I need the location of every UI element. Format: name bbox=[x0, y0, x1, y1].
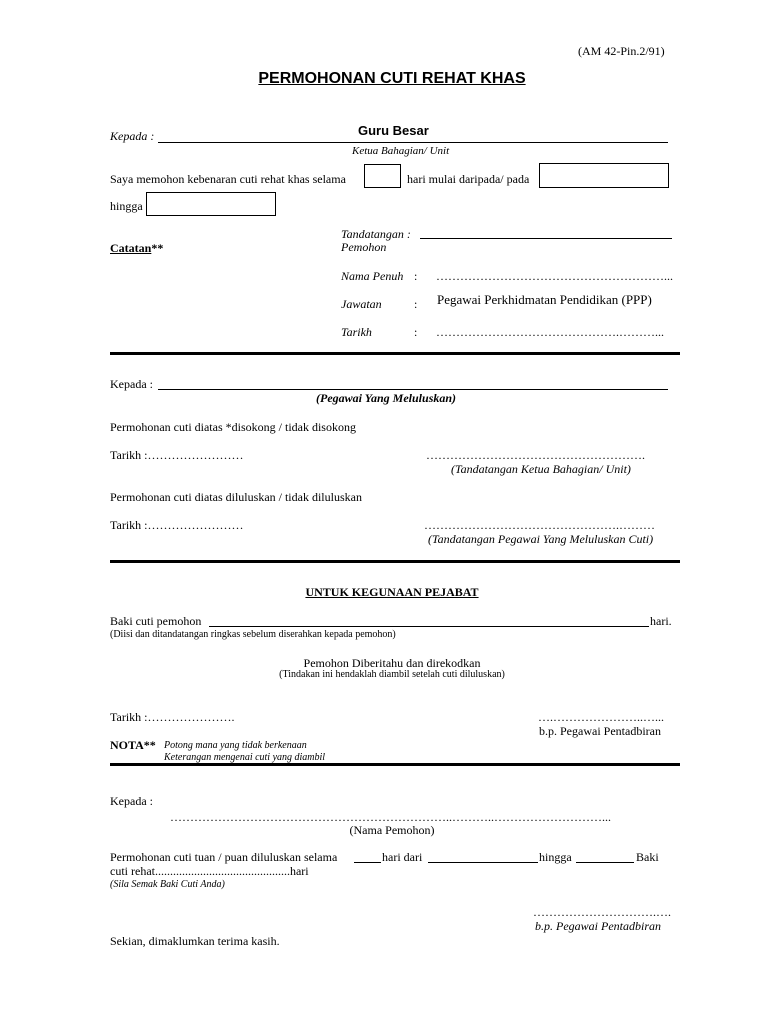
sign-pegawai-caption: (Tandatangan Pegawai Yang Meluluskan Cuti) bbox=[428, 532, 654, 546]
baki-line[interactable] bbox=[209, 626, 649, 627]
diberitahu-text: Pemohon Diberitahu dan direkodkan bbox=[303, 656, 481, 670]
tarikh-colon: : bbox=[414, 325, 418, 339]
pejabat-heading: UNTUK KEGUNAAN PEJABAT bbox=[305, 585, 479, 599]
start-date-input[interactable] bbox=[539, 163, 669, 188]
end-date-input[interactable] bbox=[146, 192, 276, 216]
sign-ketua-caption: (Tandatangan Ketua Bahagian/ Unit) bbox=[451, 462, 631, 476]
pemohon-label: Pemohon bbox=[341, 240, 387, 254]
lulus-days-line[interactable] bbox=[354, 862, 381, 863]
form-title: PERMOHONAN CUTI REHAT KHAS bbox=[258, 70, 526, 87]
kepada-caption: Ketua Bahagian/ Unit bbox=[352, 145, 450, 157]
sokong-text: Permohonan cuti diatas *disokong / tidak disokong bbox=[110, 420, 356, 434]
nama-dots[interactable]: …………………………………………………... bbox=[436, 269, 673, 283]
tandatangan-label: Tandatangan : bbox=[341, 227, 411, 241]
semak-note: (Sila Semak Baki Cuti Anda) bbox=[110, 879, 225, 890]
kepada-label-4: Kepada : bbox=[110, 794, 153, 808]
bp-pegawai-1: b.p. Pegawai Pentadbiran bbox=[539, 724, 661, 738]
nama-pemohon-caption: (Nama Pemohon) bbox=[349, 823, 435, 837]
kepada-label: Kepada : bbox=[110, 129, 155, 143]
lulus-text: Permohonan cuti diatas diluluskan / tidak diluluskan bbox=[110, 490, 362, 504]
jawatan-value[interactable]: Pegawai Perkhidmatan Pendidikan (PPP) bbox=[437, 292, 652, 307]
nama-pemohon-dots[interactable]: ……………………………………………………………..………..………………………... bbox=[170, 810, 611, 824]
sign-final-dots[interactable]: ………………………….…. bbox=[533, 905, 671, 919]
nama-label: Nama Penuh bbox=[341, 269, 404, 283]
kepada-value[interactable]: Guru Besar bbox=[358, 123, 429, 138]
catatan-label: Catatan** bbox=[110, 241, 164, 255]
lulus-line-c: hingga bbox=[539, 850, 572, 864]
sign-pejabat-dots[interactable]: ….…………………..…... bbox=[538, 710, 664, 724]
lulus-from-line[interactable] bbox=[428, 862, 538, 863]
days-input[interactable] bbox=[364, 164, 401, 188]
tarikh-label: Tarikh bbox=[341, 325, 372, 339]
nama-colon: : bbox=[414, 269, 418, 283]
cuti-rehat-line: cuti rehat.............................................hari bbox=[110, 864, 309, 878]
divider-2 bbox=[110, 560, 680, 563]
tarikh-pejabat[interactable]: Tarikh :…………………. bbox=[110, 710, 235, 724]
request-text: Saya memohon kebenaran cuti rehat khas selama bbox=[110, 172, 346, 186]
kepada-line bbox=[158, 142, 668, 143]
divider-1 bbox=[110, 352, 680, 355]
closing-text: Sekian, dimaklumkan terima kasih. bbox=[110, 934, 280, 948]
request-mid-text: hari mulai daripada/ pada bbox=[407, 172, 530, 186]
divider-3 bbox=[110, 763, 680, 766]
nota-line-1: Potong mana yang tidak berkenaan bbox=[164, 740, 307, 751]
sign-pegawai-dots[interactable]: ………………………………………….……… bbox=[424, 518, 655, 532]
lulus-line-d: Baki bbox=[636, 850, 659, 864]
form-code: (AM 42-Pin.2/91) bbox=[578, 44, 665, 58]
jawatan-label: Jawatan bbox=[341, 297, 382, 311]
baki-note: (Diisi dan ditandatangan ringkas sebelum diserahkan kepada pemohon) bbox=[110, 629, 396, 640]
tarikh-sokong[interactable]: Tarikh :…………………… bbox=[110, 448, 244, 462]
kepada-label-2: Kepada : bbox=[110, 377, 153, 391]
kepada-line-2 bbox=[158, 389, 668, 390]
bp-pegawai-2: b.p. Pegawai Pentadbiran bbox=[535, 919, 661, 933]
sign-ketua-dots[interactable]: ………………………………………………. bbox=[426, 448, 645, 462]
tindakan-text: (Tindakan ini hendaklah diambil setelah cuti diluluskan) bbox=[279, 669, 505, 680]
baki-label: Baki cuti pemohon bbox=[110, 614, 202, 628]
kepada-caption-2: (Pegawai Yang Meluluskan) bbox=[316, 391, 457, 405]
lulus-line-a: Permohonan cuti tuan / puan diluluskan selama bbox=[110, 850, 338, 864]
hingga-label: hingga bbox=[110, 199, 143, 213]
tarikh-dots[interactable]: ……………………………………….………... bbox=[436, 325, 664, 339]
tandatangan-line bbox=[420, 238, 672, 239]
baki-suffix: hari. bbox=[650, 614, 672, 628]
lulus-to-line[interactable] bbox=[576, 862, 634, 863]
tarikh-lulus[interactable]: Tarikh :…………………… bbox=[110, 518, 244, 532]
nota-label: NOTA** bbox=[110, 738, 156, 752]
lulus-line-b: hari dari bbox=[382, 850, 423, 864]
jawatan-colon: : bbox=[414, 297, 418, 311]
nota-line-2: Keterangan mengenai cuti yang diambil bbox=[164, 752, 326, 763]
